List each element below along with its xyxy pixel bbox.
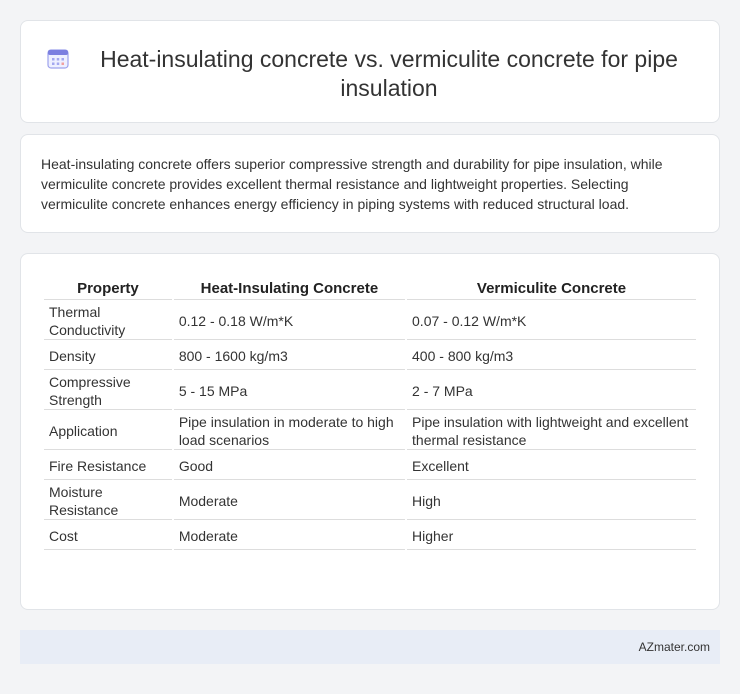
column-header-heat-insulating: Heat-Insulating Concrete	[174, 278, 405, 300]
comparison-table-card	[20, 253, 720, 610]
calendar-icon	[47, 47, 69, 69]
summary-card	[20, 134, 720, 233]
table-cell: Fire Resistance	[44, 452, 172, 480]
table-row	[44, 482, 696, 520]
table-cell: Pipe insulation with lightweight and excellent thermal resistance	[407, 412, 696, 450]
table-cell: 0.12 - 0.18 W/m*K	[174, 302, 405, 340]
table-cell: Moderate	[174, 482, 405, 520]
table-row	[44, 372, 696, 410]
footer-site-link[interactable]: AZmater.com	[638, 640, 710, 654]
title-card	[20, 20, 720, 123]
table-row	[44, 342, 696, 370]
table-cell: Excellent	[407, 452, 696, 480]
comparison-table	[42, 276, 698, 552]
table-cell: Thermal Conductivity	[44, 302, 172, 340]
table-cell: Density	[44, 342, 172, 370]
table-cell: Higher	[407, 522, 696, 550]
table-row	[44, 302, 696, 340]
table-row	[44, 452, 696, 480]
table-cell: High	[407, 482, 696, 520]
table-cell: 400 - 800 kg/m3	[407, 342, 696, 370]
footer-bar	[20, 630, 720, 664]
table-cell: 0.07 - 0.12 W/m*K	[407, 302, 696, 340]
table-row	[44, 522, 696, 550]
table-cell: Moisture Resistance	[44, 482, 172, 520]
table-cell: Good	[174, 452, 405, 480]
summary-text: Heat-insulating concrete offers superior compressive strength and durability for pipe insulation, while vermiculite concrete provides excellent thermal resistance and lightweight properties. Selecting vermiculite concrete enhances energy efficiency in piping systems with reduced structural load.	[41, 156, 663, 212]
page-title: Heat-insulating concrete vs. vermiculite concrete for pipe insulation	[100, 46, 678, 101]
table-header-row	[44, 278, 696, 300]
column-header-property: Property	[44, 278, 172, 300]
table-cell: Pipe insulation in moderate to high load scenarios	[174, 412, 405, 450]
table-cell: Compressive Strength	[44, 372, 172, 410]
table-cell: 2 - 7 MPa	[407, 372, 696, 410]
table-cell: 5 - 15 MPa	[174, 372, 405, 410]
table-cell: Cost	[44, 522, 172, 550]
table-cell: Moderate	[174, 522, 405, 550]
table-row	[44, 412, 696, 450]
table-cell: 800 - 1600 kg/m3	[174, 342, 405, 370]
table-cell: Application	[44, 412, 172, 450]
column-header-vermiculite: Vermiculite Concrete	[407, 278, 696, 300]
